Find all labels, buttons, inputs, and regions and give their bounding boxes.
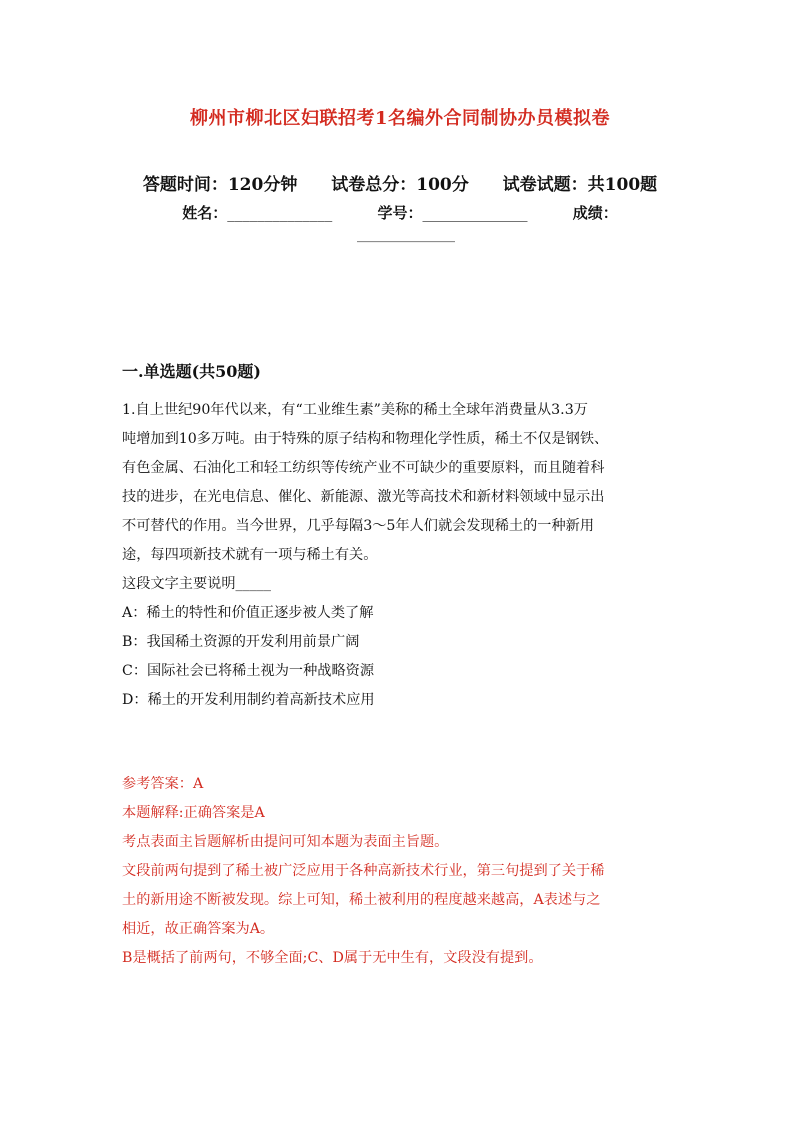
question-line: 1.自上世纪90年代以来，有“工业维生素”美称的稀土全球年消费量从3.3万 (122, 402, 588, 418)
name-field (182, 204, 332, 222)
name-blank: ______________ (227, 204, 333, 222)
question-prompt: 这段文字主要说明_____ (122, 576, 271, 592)
option-c: C：国际社会已将稀土视为一种战略资源 (122, 663, 375, 679)
question-line: 有色金属、石油化工和轻工纺织等传统产业不可缺少的重要原料，而且随着科 (122, 460, 605, 476)
question (122, 396, 688, 715)
explanation-line: 文段前两句提到了稀土被广泛应用于各种高新技术行业，第三句提到了关于稀 (122, 863, 605, 879)
exam-total-score: 试卷总分：100分 (331, 175, 469, 195)
name-label: 姓名： (182, 204, 228, 222)
section-title: 一.单选题(共50题) (122, 362, 261, 381)
exam-time: 答题时间：120分钟 (142, 175, 298, 195)
question-line: 不可替代的作用。当今世界，几乎每隔3～5年人们就会发现稀土的一种新用 (122, 518, 595, 534)
question-line: 途，每四项新技术就有一项与稀土有关。 (122, 547, 378, 563)
id-blank: ______________ (422, 204, 528, 222)
exam-question-count: 试卷试题：共100题 (502, 175, 658, 195)
explanation-line: B是概括了前两句，不够全面;C、D属于无中生有，文段没有提到。 (122, 950, 543, 966)
option-d: D：稀土的开发利用制约着高新技术应用 (122, 692, 375, 708)
student-fields (0, 202, 800, 223)
page-title: 柳州市柳北区妇联招考1名编外合同制协办员模拟卷 (189, 108, 611, 129)
explanation-line: 相近，故正确答案为A。 (122, 921, 275, 937)
explanation-label: 本题解释:正确答案是A (122, 805, 265, 821)
id-label: 学号： (377, 204, 423, 222)
grade-field (573, 204, 618, 222)
option-a: A：稀土的特性和价值正逐步被人类了解 (122, 605, 374, 621)
question-line: 吨增加到10多万吨。由于特殊的原子结构和物理化学性质，稀土不仅是钢铁、 (122, 431, 609, 447)
exam-meta (0, 170, 800, 195)
reference-answer: 参考答案：A (122, 776, 204, 792)
grade-label: 成绩： (572, 204, 618, 222)
answer-block (122, 770, 688, 973)
question-line: 技的进步，在光电信息、催化、新能源、激光等高技术和新材料领域中显示出 (122, 489, 605, 505)
explanation-line: 土的新用途不断被发现。综上可知，稀土被利用的程度越来越高，A表述与之 (122, 892, 601, 908)
option-b: B：我国稀土资源的开发利用前景广阔 (122, 634, 360, 650)
explanation-line: 考点表面主旨题解析由提问可知本题为表面主旨题。 (122, 834, 449, 850)
id-field (377, 204, 527, 222)
grade-blank: ______________ (357, 227, 455, 243)
